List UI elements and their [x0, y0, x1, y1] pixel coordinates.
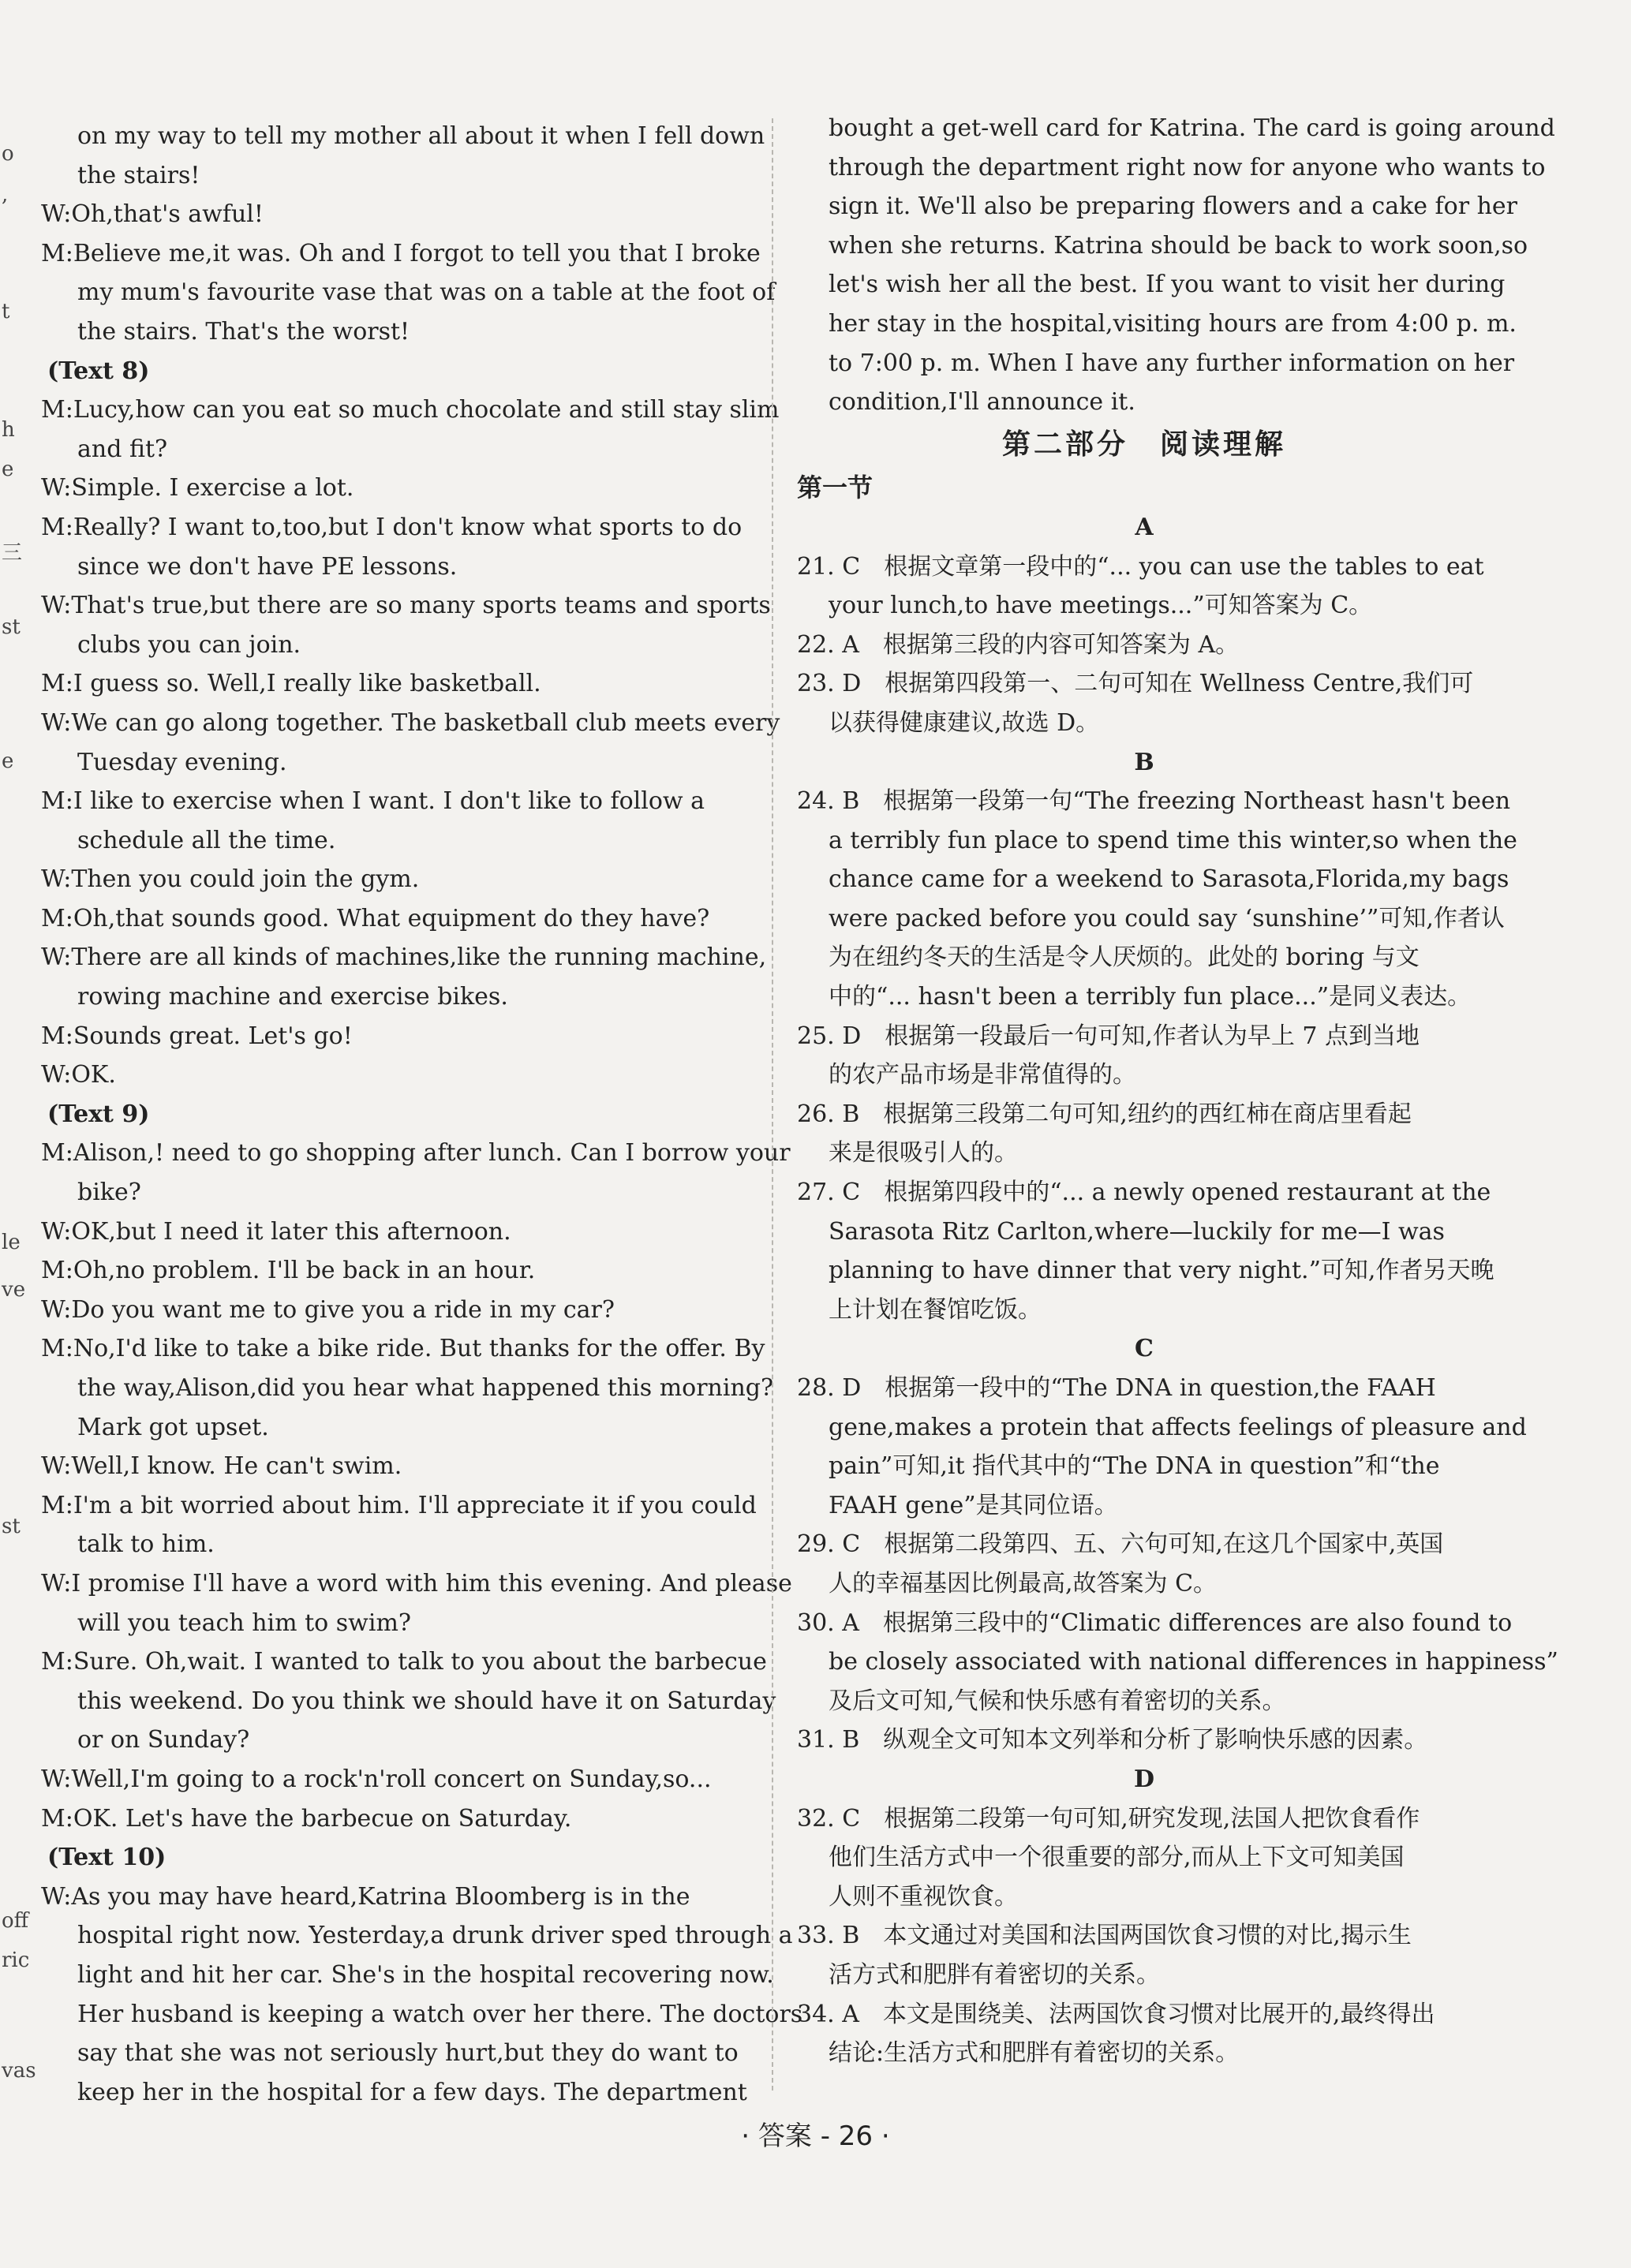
transcript-line: M:I'm a bit worried about him. I'll appreciate it if you could [41, 1491, 757, 1519]
answer-line: bought a get-well card for Katrina. The card is going around [829, 114, 1555, 142]
answer-line: A [1135, 513, 1154, 541]
transcript-line: Tuesday evening. [77, 748, 287, 776]
edge-fragment: st [2, 1515, 21, 1538]
edge-fragment: 三 [2, 541, 23, 565]
answer-line: 第二部分 阅读理解 [1001, 428, 1286, 461]
transcript-line: M:Lucy,how can you eat so much chocolate and still stay slim [41, 396, 780, 424]
edge-fragment: vas [2, 2059, 36, 2083]
edge-fragment: st [2, 615, 21, 639]
transcript-line: W:We can go along together. The basketball club meets every [41, 708, 780, 737]
transcript-line: clubs you can join. [77, 630, 301, 659]
answer-line: 24. B 根据第一段第一句“The freezing Northeast hasn't been [797, 787, 1511, 816]
transcript-line: my mum's favourite vase that was on a table at the foot of [77, 278, 776, 307]
answer-line: chance came for a weekend to Sarasota,Florida,my bags [829, 865, 1509, 894]
transcript-line: since we don't have PE lessons. [77, 552, 458, 581]
answer-line: 人则不重视饮食。 [829, 1882, 1018, 1911]
answer-line: FAAH gene”是其同位语。 [829, 1491, 1118, 1519]
transcript-line: this weekend. Do you think we should have it on Saturday [77, 1687, 776, 1715]
answer-line: when she returns. Katrina should be back to work soon,so [829, 231, 1528, 260]
answer-line: 28. D 根据第一段中的“The DNA in question,the FAAH [797, 1374, 1436, 1402]
transcript-line: M:Believe me,it was. Oh and I forgot to tell you that I broke [41, 239, 761, 267]
transcript-line: W:As you may have heard,Katrina Bloomberg is in the [41, 1882, 690, 1911]
transcript-line: light and hit her car. She's in the hospital recovering now. [77, 1960, 774, 1989]
answer-line: gene,makes a protein that affects feelings of pleasure and [829, 1413, 1527, 1441]
transcript-line: the stairs! [77, 161, 200, 189]
transcript-line: keep her in the hospital for a few days. The department [77, 2078, 747, 2106]
answer-line: C [1135, 1335, 1154, 1363]
answer-line: 及后文可知,气候和快乐感有着密切的关系。 [829, 1687, 1286, 1715]
transcript-line: M:Sounds great. Let's go! [41, 1022, 353, 1050]
answer-line: B [1134, 748, 1154, 776]
answer-line: your lunch,to have meetings...”可知答案为 C。 [829, 592, 1373, 620]
edge-fragment: t [2, 300, 10, 323]
answer-line: be closely associated with national differences in happiness” [829, 1648, 1558, 1676]
transcript-line: M:No,I'd like to take a bike ride. But thanks for the offer. By [41, 1335, 765, 1363]
edge-fragment: ric [2, 1949, 30, 1972]
transcript-line: rowing machine and exercise bikes. [77, 983, 508, 1011]
answer-line: 23. D 根据第四段第一、二句可知在 Wellness Centre,我们可 [797, 670, 1474, 698]
transcript-line: (Text 10) [47, 1844, 166, 1872]
transcript-line: hospital right now. Yesterday,a drunk driver sped through a [77, 1922, 793, 1950]
transcript-line: M:Alison,! need to go shopping after lunch. Can I borrow your [41, 1139, 791, 1168]
transcript-line: or on Sunday? [77, 1726, 250, 1754]
transcript-line: and fit? [77, 435, 168, 463]
edge-fragment: ve [2, 1278, 26, 1302]
answer-line: 29. C 根据第二段第四、五、六句可知,在这几个国家中,英国 [797, 1530, 1444, 1559]
answer-line: 31. B 纵观全文可知本文列举和分析了影响快乐感的因素。 [797, 1726, 1428, 1754]
edge-fragment: le [2, 1231, 21, 1254]
answer-line: 他们生活方式中一个很重要的部分,而从上下文可知美国 [829, 1844, 1405, 1872]
transcript-line: will you teach him to swim? [77, 1609, 411, 1637]
transcript-line: W:I promise I'll have a word with him this evening. And please [41, 1569, 792, 1597]
edge-fragment: o [2, 142, 14, 166]
answer-line: D [1133, 1765, 1154, 1793]
edge-fragment: off [2, 1909, 29, 1933]
transcript-line: W:OK,but I need it later this afternoon. [41, 1217, 511, 1246]
transcript-line: W:Then you could join the gym. [41, 865, 420, 894]
answer-line: 来是很吸引人的。 [829, 1139, 1018, 1168]
transcript-line: M:Really? I want to,too,but I don't know what sports to do [41, 513, 743, 541]
answer-line: planning to have dinner that very night.”可知,作者另天晚 [829, 1257, 1494, 1285]
transcript-line: M:I guess so. Well,I really like basketball. [41, 670, 541, 698]
transcript-line: W:Well,I know. He can't swim. [41, 1452, 402, 1481]
answer-line: 上计划在餐馆吃饭。 [829, 1295, 1042, 1324]
answer-line: condition,I'll announce it. [829, 388, 1135, 417]
left-column-transcript [41, 117, 803, 2112]
answer-line: 34. A 本文是围绕美、法两国饮食习惯对比展开的,最终得出 [797, 2000, 1435, 2028]
transcript-line: say that she was not seriously hurt,but they do want to [77, 2039, 739, 2068]
answer-line: her stay in the hospital,visiting hours are from 4:00 p. m. [829, 309, 1517, 338]
transcript-line: M:Sure. Oh,wait. I wanted to talk to you about the barbecue [41, 1648, 767, 1676]
transcript-line: W:Well,I'm going to a rock'n'roll concert on Sunday,so... [41, 1765, 712, 1793]
transcript-line: bike? [77, 1179, 141, 1207]
transcript-line: the stairs. That's the worst! [77, 317, 410, 346]
answer-line: 第一节 [797, 473, 873, 503]
transcript-line: W:Simple. I exercise a lot. [41, 474, 354, 503]
answer-line: 中的“... hasn't been a terribly fun place...”是同义表达。 [829, 983, 1472, 1011]
transcript-line: W:That's true,but there are so many sports teams and sports [41, 592, 771, 620]
answer-line: Sarasota Ritz Carlton,where—luckily for me—I was [829, 1217, 1445, 1246]
answer-line: 32. C 根据第二段第一句可知,研究发现,法国人把饮食看作 [797, 1804, 1420, 1833]
answer-line: sign it. We'll also be preparing flowers and a cake for her [829, 192, 1518, 221]
answer-line: 30. A 根据第三段中的“Climatic differences are also found to [797, 1609, 1513, 1637]
transcript-line: M:OK. Let's have the barbecue on Saturday. [41, 1804, 572, 1833]
answer-line: 的农产品市场是非常值得的。 [829, 1061, 1136, 1089]
answer-line: through the department right now for anyone who wants to [829, 153, 1546, 181]
answer-line: pain”可知,it 指代其中的“The DNA in question”和“the [829, 1452, 1440, 1481]
answer-line: were packed before you could say ‘sunshine’”可知,作者认 [829, 904, 1505, 932]
right-column-answers [797, 109, 1558, 2073]
edge-fragment: e [2, 458, 14, 481]
transcript-line: M:I like to exercise when I want. I don't like to follow a [41, 787, 705, 816]
column-divider [772, 118, 773, 2091]
answer-line: 22. A 根据第三段的内容可知答案为 A。 [797, 630, 1240, 659]
transcript-line: (Text 9) [47, 1100, 150, 1128]
page-footer: · 答案 - 26 · [741, 2120, 890, 2152]
transcript-line: on my way to tell my mother all about it when I fell down [77, 122, 765, 150]
edge-fragment: e [2, 749, 14, 773]
answer-line: let's wish her all the best. If you want to visit her during [829, 271, 1506, 299]
answer-line: 为在纽约冬天的生活是令人厌烦的。此处的 boring 与文 [829, 943, 1420, 972]
transcript-line: W:Do you want me to give you a ride in my car? [41, 1295, 615, 1324]
answer-line: 33. B 本文通过对美国和法国两国饮食习惯的对比,揭示生 [797, 1922, 1412, 1950]
transcript-line: W:Oh,that's awful! [41, 200, 264, 229]
transcript-line: M:Oh,that sounds good. What equipment do they have? [41, 904, 710, 932]
answer-line: 结论:生活方式和肥胖有着密切的关系。 [829, 2039, 1240, 2068]
answer-line: 以获得健康建议,故选 D。 [829, 708, 1100, 737]
answer-line: to 7:00 p. m. When I have any further information on her [829, 349, 1515, 377]
answer-line: 人的幸福基因比例最高,故答案为 C。 [829, 1569, 1218, 1597]
transcript-line: (Text 8) [47, 357, 150, 385]
edge-fragment: h [2, 418, 15, 442]
transcript-line: schedule all the time. [77, 826, 336, 854]
answer-line: 21. C 根据文章第一段中的“... you can use the tables to eat [797, 552, 1484, 581]
transcript-line: the way,Alison,did you hear what happened this morning? [77, 1374, 774, 1402]
edge-fragment: , [2, 183, 9, 207]
transcript-line: W:There are all kinds of machines,like the running machine, [41, 943, 767, 972]
answer-line: 27. C 根据第四段中的“... a newly opened restaurant at the [797, 1179, 1491, 1207]
answer-line: 26. B 根据第三段第二句可知,纽约的西红柿在商店里看起 [797, 1100, 1412, 1128]
transcript-line: talk to him. [77, 1530, 215, 1559]
answer-line: a terribly fun place to spend time this winter,so when the [829, 826, 1517, 854]
transcript-line: M:Oh,no problem. I'll be back in an hour. [41, 1257, 536, 1285]
answer-line: 25. D 根据第一段最后一句可知,作者认为早上 7 点到当地 [797, 1022, 1420, 1050]
transcript-line: Her husband is keeping a watch over her there. The doctors [77, 2000, 803, 2028]
transcript-line: W:OK. [41, 1061, 116, 1089]
transcript-line: Mark got upset. [77, 1413, 269, 1441]
answer-line: 活方式和肥胖有着密切的关系。 [829, 1960, 1160, 1989]
